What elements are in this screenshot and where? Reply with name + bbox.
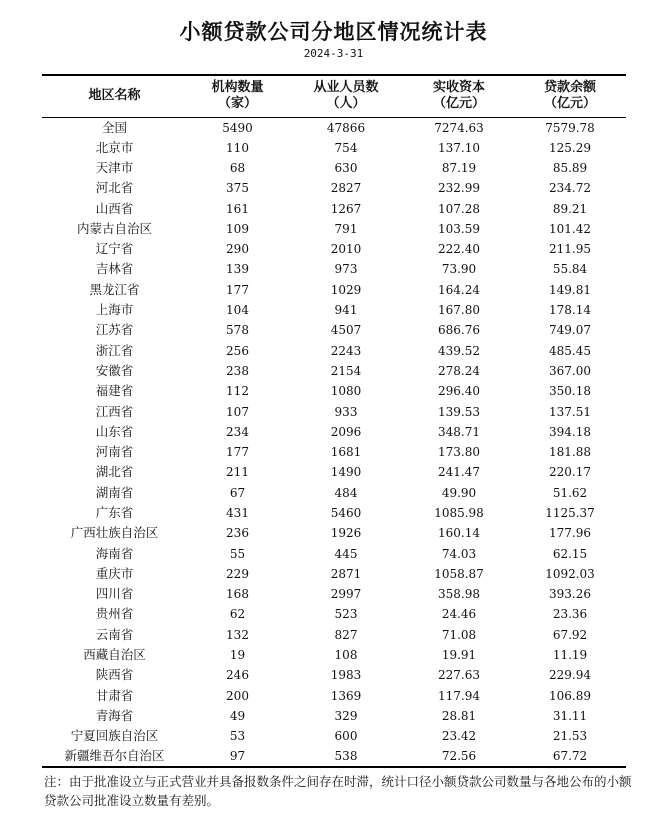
table-row — [42, 503, 626, 523]
cell-count: 431 — [226, 505, 249, 520]
cell-loans: 21.53 — [552, 729, 588, 744]
cell-region: 内蒙古自治区 — [76, 220, 152, 236]
header-count-label: 机构数量 — [211, 80, 264, 96]
cell-count: 132 — [226, 627, 249, 642]
cell-count: 53 — [229, 729, 246, 744]
cell-capital: 358.98 — [438, 587, 480, 602]
table-row — [42, 138, 626, 158]
cell-count: 107 — [226, 404, 249, 419]
cell-staff: 2243 — [330, 343, 362, 358]
cell-capital: 19.91 — [441, 648, 477, 663]
cell-staff: 1267 — [330, 201, 362, 216]
cell-staff: 2997 — [330, 587, 362, 602]
cell-loans: 177.96 — [549, 526, 591, 541]
cell-staff: 941 — [334, 303, 358, 318]
cell-region: 宁夏回族自治区 — [70, 728, 159, 744]
cell-capital: 241.47 — [438, 465, 480, 480]
cell-loans: 85.89 — [552, 160, 588, 175]
cell-count: 62 — [229, 607, 246, 622]
cell-loans: 55.84 — [552, 262, 588, 277]
cell-loans: 62.15 — [552, 546, 588, 561]
cell-capital: 348.71 — [438, 424, 480, 439]
cell-region: 黑龙江省 — [89, 281, 140, 297]
cell-loans: 220.17 — [549, 465, 591, 480]
table-row — [42, 483, 626, 503]
footnote: 注：由于批准设立与正式营业并具备报数条件之间存在时滞，统计口径小额贷款公司数量与各地公布的小额贷款公司批准设立数量有差别。 — [44, 774, 632, 808]
cell-staff: 1080 — [330, 384, 362, 399]
cell-capital: 232.99 — [438, 181, 480, 196]
cell-capital: 139.53 — [438, 404, 480, 419]
cell-loans: 749.07 — [549, 323, 591, 338]
cell-count: 246 — [226, 668, 249, 683]
table-row — [42, 320, 626, 340]
cell-region: 陕西省 — [95, 667, 134, 683]
cell-loans: 67.92 — [552, 627, 588, 642]
table-row — [42, 158, 626, 178]
cell-capital: 222.40 — [438, 242, 480, 257]
cell-loans: 234.72 — [549, 181, 591, 196]
cell-region: 安徽省 — [95, 362, 134, 378]
table-row — [42, 219, 626, 239]
header-capital — [404, 75, 514, 117]
header-count — [187, 75, 288, 117]
cell-staff: 329 — [334, 708, 358, 723]
cell-capital: 24.46 — [441, 607, 477, 622]
cell-region: 辽宁省 — [95, 241, 134, 257]
cell-region: 全国 — [101, 119, 127, 135]
cell-region: 天津市 — [95, 159, 134, 175]
cell-count: 578 — [226, 323, 249, 338]
cell-region: 江苏省 — [95, 322, 134, 338]
table-row — [42, 564, 626, 584]
table-row — [42, 300, 626, 320]
cell-region: 河北省 — [95, 180, 134, 196]
cell-count: 161 — [226, 201, 249, 216]
table-row — [42, 340, 626, 360]
cell-staff: 2827 — [330, 181, 362, 196]
cell-loans: 31.11 — [552, 708, 588, 723]
cell-count: 5490 — [222, 120, 253, 135]
cell-capital: 173.80 — [438, 445, 480, 460]
cell-loans: 229.94 — [549, 668, 591, 683]
cell-loans: 149.81 — [549, 282, 591, 297]
cell-count: 200 — [226, 688, 249, 703]
cell-loans: 178.14 — [549, 303, 591, 318]
cell-capital: 71.08 — [441, 627, 477, 642]
table-row — [42, 178, 626, 198]
table-row — [42, 401, 626, 421]
cell-staff: 630 — [334, 160, 358, 175]
table-row — [42, 523, 626, 543]
table-row — [42, 665, 626, 685]
cell-region: 云南省 — [95, 626, 134, 642]
cell-capital: 28.81 — [441, 708, 477, 723]
cell-capital: 7274.63 — [434, 120, 484, 135]
header-region — [42, 75, 187, 117]
cell-staff: 1926 — [330, 526, 362, 541]
cell-staff: 1490 — [330, 465, 362, 480]
cell-staff: 791 — [334, 221, 358, 236]
table-row — [42, 686, 626, 706]
cell-count: 211 — [226, 465, 249, 480]
table-row — [42, 442, 626, 462]
cell-staff: 108 — [334, 648, 358, 663]
cell-count: 55 — [229, 546, 246, 561]
header-count-unit: （家） — [217, 96, 257, 112]
table-row — [42, 645, 626, 665]
cell-count: 68 — [229, 160, 246, 175]
statistics-table — [42, 74, 626, 768]
header-staff-unit: （人） — [326, 96, 366, 112]
cell-staff: 1029 — [330, 282, 362, 297]
cell-loans: 11.19 — [552, 648, 588, 663]
cell-capital: 137.10 — [438, 140, 480, 155]
cell-loans: 1125.37 — [545, 505, 595, 520]
cell-region: 上海市 — [95, 302, 134, 318]
cell-staff: 2154 — [330, 363, 362, 378]
header-region-label: 地区名称 — [88, 88, 141, 104]
cell-count: 112 — [226, 384, 249, 399]
header-capital-unit: （亿元） — [432, 96, 485, 112]
cell-region: 江西省 — [95, 403, 134, 419]
cell-loans: 137.51 — [549, 404, 591, 419]
cell-loans: 393.26 — [549, 587, 591, 602]
cell-count: 67 — [229, 485, 246, 500]
cell-staff: 973 — [334, 262, 358, 277]
cell-capital: 74.03 — [441, 546, 477, 561]
cell-region: 湖北省 — [95, 464, 134, 480]
table-header — [42, 75, 626, 117]
cell-loans: 211.95 — [549, 242, 591, 257]
cell-capital: 164.24 — [438, 282, 480, 297]
page-title: 小额贷款公司分地区情况统计表 — [179, 20, 488, 44]
cell-region: 青海省 — [95, 707, 134, 723]
cell-staff: 2871 — [330, 566, 362, 581]
cell-capital: 103.59 — [438, 221, 480, 236]
cell-region: 湖南省 — [95, 484, 134, 500]
cell-loans: 51.62 — [552, 485, 588, 500]
cell-capital: 23.42 — [441, 729, 477, 744]
cell-loans: 89.21 — [552, 201, 588, 216]
cell-loans: 394.18 — [549, 424, 591, 439]
cell-loans: 23.36 — [552, 607, 588, 622]
cell-region: 广西壮族自治区 — [70, 525, 159, 541]
table-row — [42, 239, 626, 259]
cell-region: 北京市 — [95, 139, 134, 155]
cell-count: 256 — [226, 343, 249, 358]
cell-count: 168 — [226, 587, 249, 602]
cell-capital: 1085.98 — [434, 505, 484, 520]
cell-region: 四川省 — [95, 586, 134, 602]
cell-staff: 4507 — [330, 323, 362, 338]
cell-region: 山西省 — [95, 200, 134, 216]
table-row — [42, 422, 626, 442]
cell-region: 山东省 — [95, 423, 134, 439]
cell-capital: 49.90 — [441, 485, 477, 500]
cell-capital: 160.14 — [438, 526, 480, 541]
cell-region: 广东省 — [95, 504, 134, 520]
cell-capital: 1058.87 — [434, 566, 484, 581]
header-loans — [514, 75, 626, 117]
header-staff-label: 从业人员数 — [313, 80, 379, 96]
table-row — [42, 543, 626, 563]
cell-count: 229 — [226, 566, 249, 581]
cell-region: 浙江省 — [95, 342, 134, 358]
cell-loans: 181.88 — [549, 445, 591, 460]
cell-staff: 523 — [334, 607, 358, 622]
cell-capital: 296.40 — [438, 384, 480, 399]
cell-loans: 101.42 — [549, 221, 591, 236]
table-row — [42, 726, 626, 746]
cell-staff: 2096 — [330, 424, 362, 439]
table-row — [42, 462, 626, 482]
cell-region: 重庆市 — [95, 565, 134, 581]
cell-staff: 5460 — [330, 505, 362, 520]
table-row — [42, 361, 626, 381]
cell-count: 97 — [229, 749, 246, 764]
cell-count: 49 — [229, 708, 246, 723]
cell-count: 290 — [226, 242, 249, 257]
table-row — [42, 625, 626, 645]
cell-staff: 754 — [334, 140, 358, 155]
cell-region: 河南省 — [95, 444, 134, 460]
cell-loans: 106.89 — [549, 688, 591, 703]
cell-capital: 117.94 — [438, 688, 480, 703]
cell-count: 177 — [226, 282, 249, 297]
cell-capital: 73.90 — [441, 262, 477, 277]
table-row — [42, 117, 626, 138]
cell-staff: 47866 — [326, 120, 366, 135]
table-row — [42, 706, 626, 726]
table-body — [42, 117, 626, 767]
cell-count: 19 — [229, 648, 246, 663]
table-row — [42, 604, 626, 624]
header-loans-label: 贷款余额 — [543, 80, 596, 96]
cell-capital: 439.52 — [438, 343, 480, 358]
cell-capital: 167.80 — [438, 303, 480, 318]
cell-staff: 1681 — [330, 445, 362, 460]
cell-capital: 107.28 — [438, 201, 480, 216]
table-row — [42, 259, 626, 279]
cell-loans: 1092.03 — [545, 566, 595, 581]
header-row — [42, 75, 626, 117]
cell-count: 236 — [226, 526, 249, 541]
cell-region: 海南省 — [95, 545, 134, 561]
cell-capital: 278.24 — [438, 363, 480, 378]
cell-region: 吉林省 — [95, 261, 134, 277]
cell-count: 177 — [226, 445, 249, 460]
cell-staff: 1983 — [330, 668, 362, 683]
cell-staff: 600 — [334, 729, 358, 744]
cell-loans: 367.00 — [549, 363, 591, 378]
cell-count: 110 — [226, 140, 249, 155]
cell-staff: 2010 — [330, 242, 362, 257]
cell-count: 375 — [226, 181, 249, 196]
cell-loans: 67.72 — [552, 749, 588, 764]
cell-capital: 227.63 — [438, 668, 480, 683]
cell-capital: 686.76 — [438, 323, 480, 338]
cell-region: 贵州省 — [95, 606, 134, 622]
table-row — [42, 280, 626, 300]
cell-loans: 350.18 — [549, 384, 591, 399]
header-staff — [288, 75, 404, 117]
cell-region: 新疆维吾尔自治区 — [64, 748, 165, 764]
cell-loans: 125.29 — [549, 140, 591, 155]
header-loans-unit: （亿元） — [543, 96, 596, 112]
report-date: 2024-3-31 — [303, 47, 364, 60]
cell-staff: 933 — [334, 404, 358, 419]
cell-staff: 827 — [334, 627, 358, 642]
cell-count: 139 — [226, 262, 249, 277]
cell-loans: 485.45 — [549, 343, 591, 358]
cell-capital: 87.19 — [441, 160, 477, 175]
table-row — [42, 746, 626, 767]
cell-region: 甘肃省 — [95, 687, 134, 703]
cell-count: 104 — [226, 303, 249, 318]
cell-region: 西藏自治区 — [83, 647, 146, 663]
cell-staff: 538 — [334, 749, 358, 764]
cell-region: 福建省 — [95, 383, 134, 399]
table-row — [42, 381, 626, 401]
cell-staff: 484 — [334, 485, 358, 500]
cell-count: 238 — [226, 363, 249, 378]
cell-count: 109 — [226, 221, 249, 236]
cell-staff: 445 — [334, 546, 358, 561]
header-capital-label: 实收资本 — [432, 80, 485, 96]
cell-capital: 72.56 — [441, 749, 477, 764]
cell-staff: 1369 — [330, 688, 362, 703]
cell-count: 234 — [226, 424, 249, 439]
table-row — [42, 198, 626, 218]
cell-loans: 7579.78 — [545, 120, 595, 135]
table-row — [42, 584, 626, 604]
